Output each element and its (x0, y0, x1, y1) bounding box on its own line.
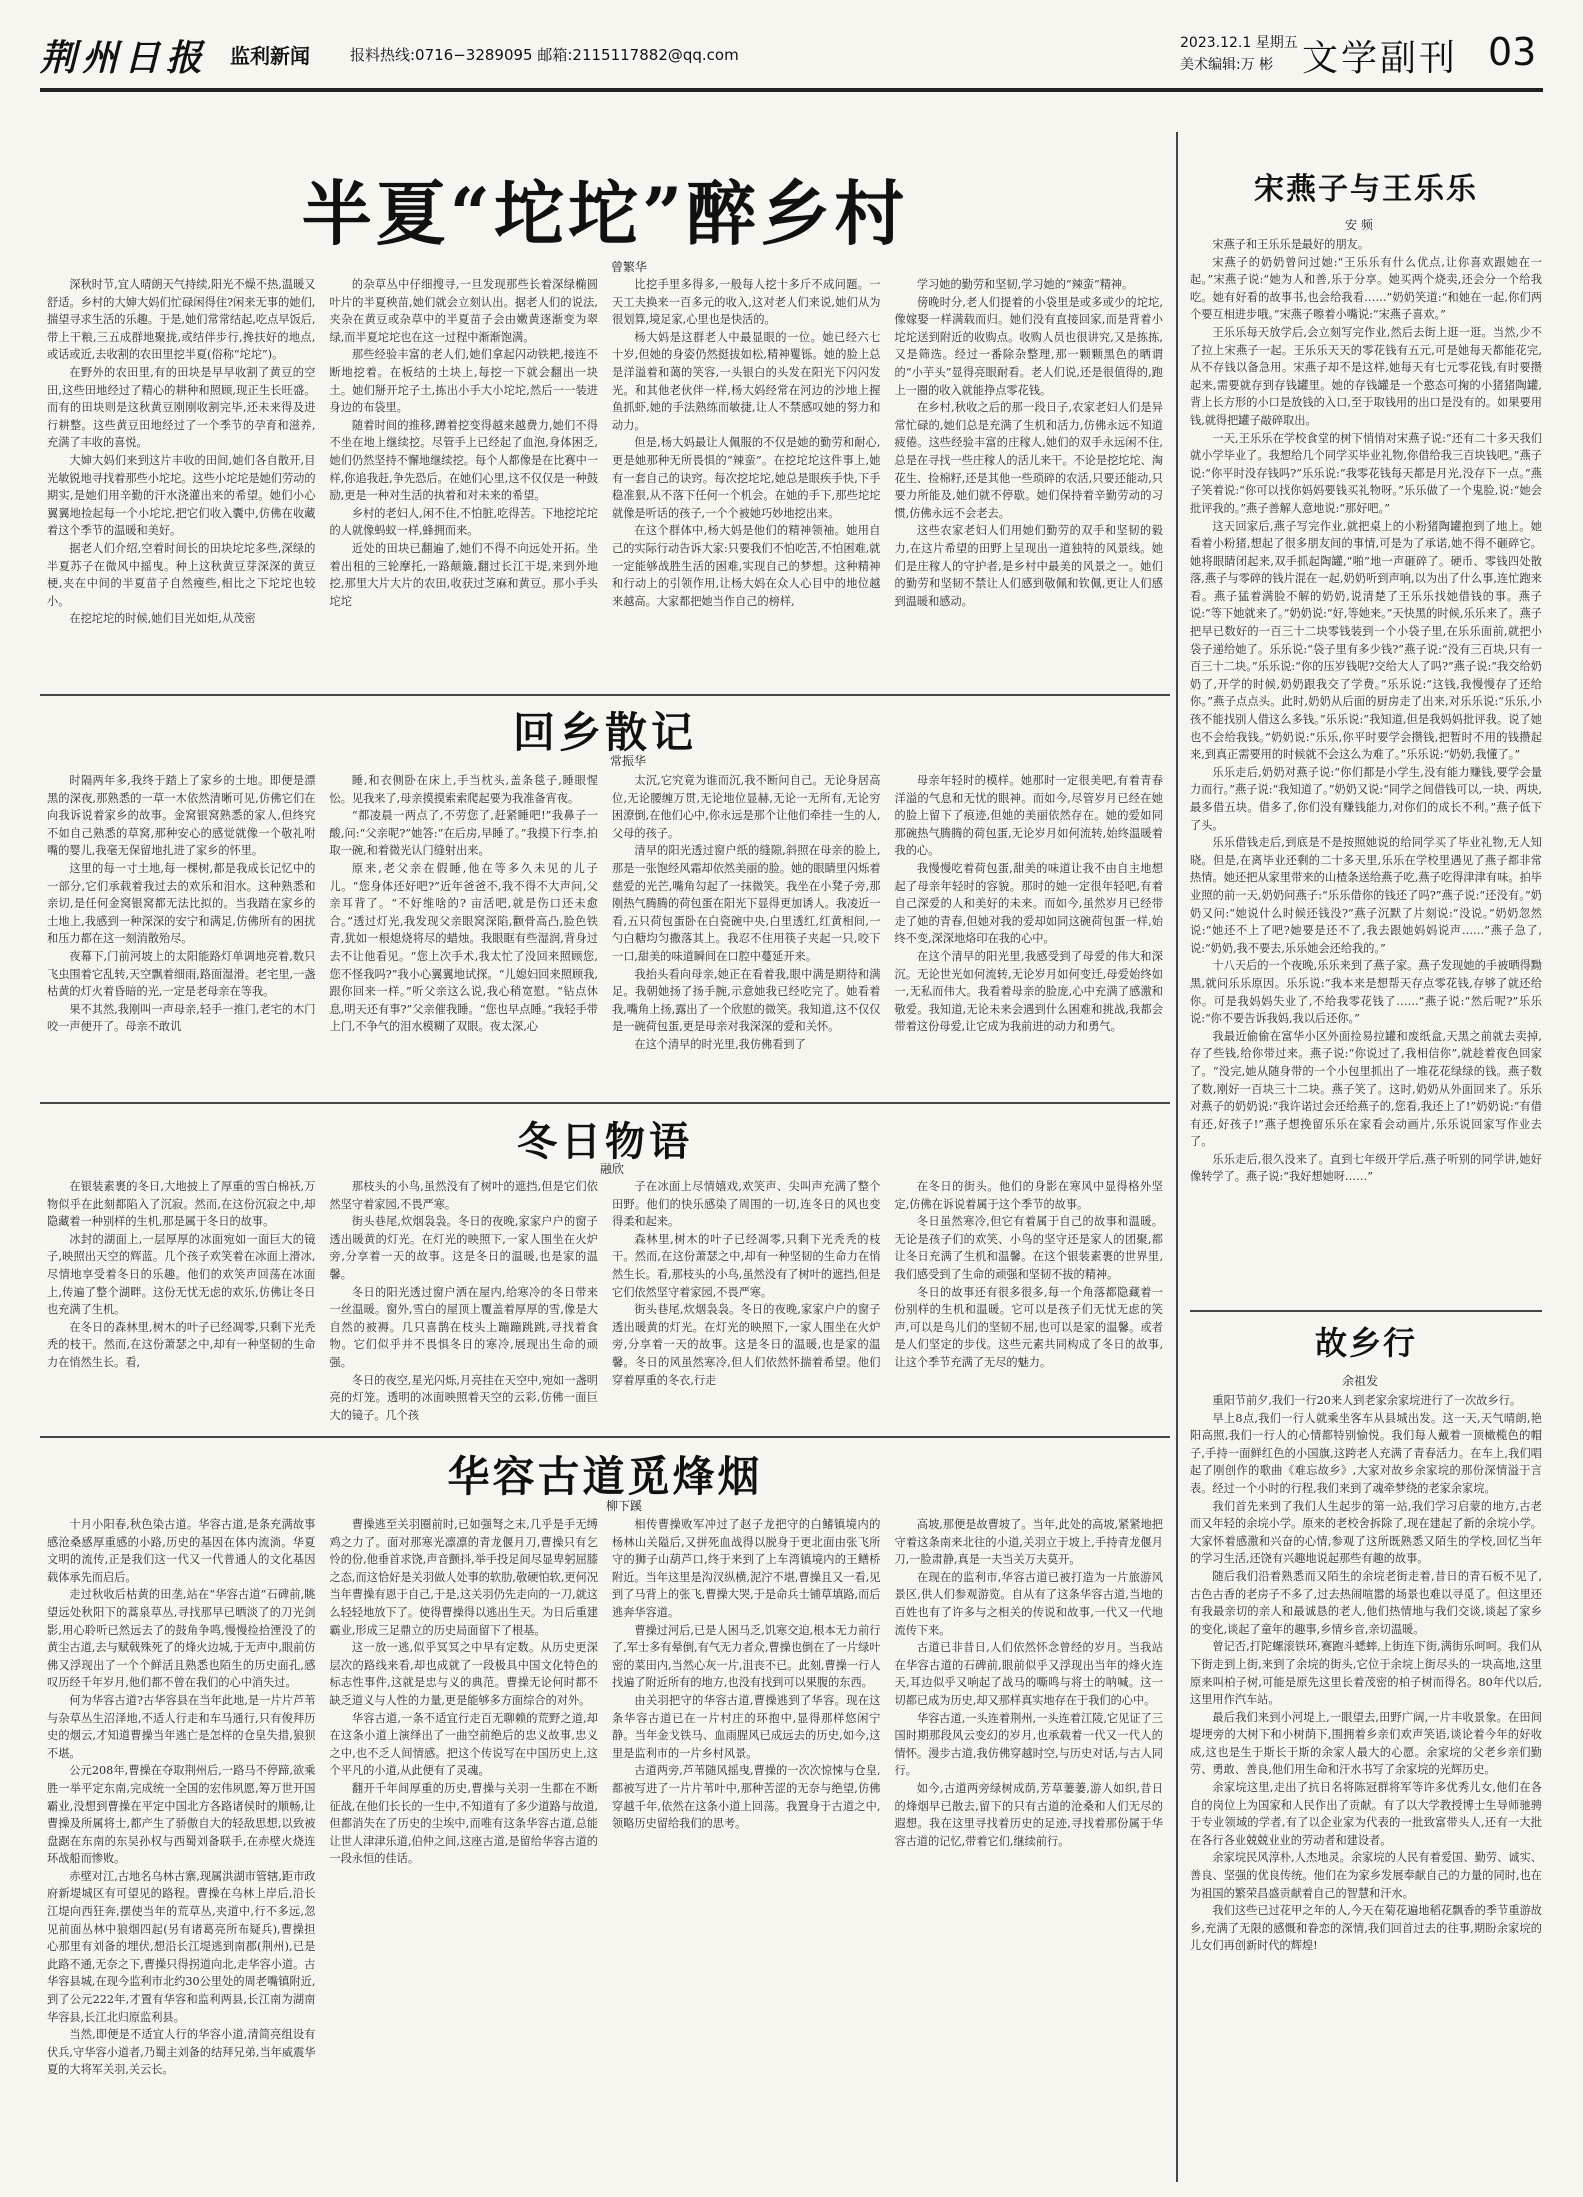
article3-paragraph: 冬日的阳光透过窗户洒在屋内,给寒冷的冬日带来一丝温暖。窗外,雪白的屋顶上覆盖着厚厚的雪,像是大自然的被褥。几只喜鹊在枝头上蹦蹦跳跳,寻找着食物。它们似乎并不畏惧冬日的寒冷,展现出生命的顽强。 (329, 1285, 598, 1369)
article4-paragraph: 走过秋收后枯黄的田垄,站在“华容古道”石碑前,眺望远处秋阳下的蒿泉草丛,寻找那早已晒淡了的刀光剑影,用心聆听已然远去了的鼓角争鸣,慢慢捡拾湮没了的黄尘古道,去与赋戟殊死了的烽火边城,于无声中,眼前仿佛又浮现出了一个个鲜活且熟悉也陌生的历史面孔,感叹历经千年岁月,他们都不曾在我们的心中消失过。 (47, 1588, 316, 1690)
hotline-info: 报料热线:0716−3289095 邮箱:2115117882@qq.com (350, 46, 739, 64)
article1-divider (40, 694, 1170, 696)
article3-column-3 (605, 1178, 888, 1428)
article3-body (40, 1178, 1170, 1428)
article4-paragraph: 华容古道,一条不适宜行走百无聊赖的荒野之道,却在这条小道上演绎出了一曲空前绝后的忠义故事,忠义之中,也不乏人间情感。把这个传说写在中国历史上,这个平凡的小道,从此便有了灵魂。 (329, 1711, 598, 1778)
article2-paragraph: 清早的阳光透过窗户纸的缝隙,斜照在母亲的脸上,那是一张饱经风霜却依然美丽的脸。她的眼睛里闪烁着慈爱的光芒,嘴角勾起了一抹微笑。我坐在小凳子旁,那刚热气腾腾的荷包蛋在阳光下显得更加诱人。我凌近一看,五只荷包蛋卧在白瓷碗中央,白里透红,红黄相间,一勺白糖均匀撒落其上。我忍不住用筷子夹起一只,咬下一口,甜美的味道瞬间在口腔中蔓延开来。 (612, 844, 881, 963)
side1-paragraph: 十八天后的一个夜晚,乐乐来到了燕子家。燕子发现她的手被晒得黝黑,就问乐乐原因。乐乐说:“我本来是想帮天存点零花钱,存够了就还给你。可是我妈妈失业了,不给我零花钱了……”燕子说:“然后呢?”乐乐说:“你不要告诉我妈,我以后还你。” (1190, 959, 1542, 1026)
side1-paragraph: 宋燕子和王乐乐是最好的朋友。 (1212, 238, 1370, 251)
article3-title: 冬日物语 (517, 1118, 693, 1165)
side2-paragraph: 我们这些已过花甲之年的人,今天在菊花遍地稻花飘香的季节重游故乡,充满了无限的感慨和眷恋的深情,我们回首过去的往事,期盼余家垸的儿女们再创新时代的辉煌! (1190, 1904, 1542, 1953)
masthead (40, 22, 1543, 92)
article2-paragraph: 太沉,它究竟为谁而沉,我不断问自己。无论身居高位,无论腰缠万贯,无论地位显赫,无论一无所有,无论穷困潦倒,在他们心中,你永远是那个让他们牵挂一生的人,父母的孩子。 (612, 774, 881, 840)
side1-author: 安 频 (1345, 218, 1373, 232)
article4-paragraph: 高坡,那便是故曹坡了。当年,此处的高坡,紧紧地把守着这条南来北往的小道,关羽立于坡上,手持青龙偃月刀,一脸肃静,真是一夫当关万夫莫开。 (894, 1518, 1163, 1567)
article1-paragraph: 大婶大妈们来到这片丰收的田间,她们各自散开,目光敏锐地寻找着那些小坨坨。这些小坨坨是她们劳动的期实,是她们用辛勤的汗水浇灌出来的希望。她们小心翼翼地捡起每一个小坨坨,把它们收入囊中,仿佛在收藏着这个季节的温暖和美好。 (47, 453, 316, 538)
article3-paragraph: 冬日虽然寒冷,但它有着属于自己的故事和温暖。无论是孩子们的欢笑、小鸟的坚守还是家人的团聚,都让冬日充满了生机和温馨。在这个银装素裹的世界里,我们感受到了生命的顽强和坚韧不拔的精神。 (894, 1215, 1163, 1281)
article2-title: 回乡散记 (512, 708, 697, 757)
article1-paragraph: 在乡村,秋收之后的那一段日子,农家老妇人们是异常忙碌的,她们总是充满了生机和活力,仿佛永远不知道疲倦。这些经验丰富的庄稼人,她们的双手永远闲不住,总是在寻找一些庄稼人的活儿来干。不论是挖坨坨、淘花生、捡棉籽,还是其他一些琐碎的农活,只要还能动,只要力所能及,她们就不停歇。她们保持着辛勤劳动的习惯,仿佛永远不会老去。 (894, 401, 1164, 520)
art-editor: 美术编辑:万 彬 (1180, 57, 1274, 73)
article1-paragraph: 那些经验丰富的老人们,她们拿起闪动铁耙,接连不断地挖着。在板结的土块上,每挖一下就会翻出一块土。她们掰开坨子土,拣出小手大小坨坨,然后一一装进身边的布袋里。 (329, 348, 598, 415)
article4-paragraph: 翻开千年间厚重的历史,曹操与关羽一生都在不断征战,在他们长长的一生中,不知道有了多少道路与故道,但都消失在了历史的尘埃中,而唯有这条华容古道,总能让世人津津乐道,伯仲之间,这座古道,是留给华容古道的一段永恒的佳话。 (329, 1781, 598, 1866)
article3-paragraph: 冬日的故事还有很多很多,每一个角落都隐藏着一份别样的生机和温暖。它可以是孩子们无忧无虑的笑声,可以是鸟儿们的坚韧不屈,也可以是家的温馨。或者是人们坚定的步伐。这些元素共同构成了冬日的故事,让这个季节充满了无尽的魅力。 (894, 1285, 1163, 1369)
article4-paragraph: 古道两旁,芦苇随风摇曳,曹操的一次次惊悚与仓皇,都被写进了一片片苇叶中,那种苦涩的无奈与绝望,仿佛穿越千年,依然在这条小道上回荡。我置身于古道之中,领略历史留给我们的思考。 (612, 1764, 881, 1831)
article4-paragraph: 赤壁对江,古地名乌林古寨,现属洪湖市管辖,距市政府新堤城区有可望见的路程。曹操在乌林上岸后,沿长江堤向西狂奔,摆使当年的荒草丛,夹道中,行不多远,忽见前面丛林中狼烟四起(另有诸葛亮所布疑兵),曹操担心那里有刘备的埋伏,想沿长江堤逃到南郡(荆州),已是此路不通,无奈之下,曹操只得拐道向北,走华容小道。古华容县城,在现今监利市北约30公里处的周老嘴镇附近,到了公元222年,才置有华容和监利两县,长江南为湖南华容县,长江北归原监利县。 (47, 1869, 316, 2024)
side1-paragraph: 乐乐借钱走后,到底是不是按照她说的给同学买了毕业礼物,无人知晓。但是,在离毕业还剩的二十多天里,乐乐在学校里遇见了燕子都非常热情。她还把从家里带来的山楂条送给燕子吃,燕子吃得津津有味。拍毕业照的前一天,奶奶问燕子:“乐乐借你的钱还了吗?”燕子说:“还没有。”奶奶又问:“她说什么时候还钱没?”燕子沉默了片刻说:“没说。”奶奶忽然说:“她还不上了吧?她要是还不了,我去跟她妈妈说声……”燕子急了,说:“奶奶,我不要去,乐乐她会还给我的。” (1190, 836, 1542, 955)
article4-paragraph: 十月小阳春,秋色染古道。华容古道,是条充满故事感沧桑感厚重感的小路,历史的基因在体内流淌。华夏文明的流传,正是我们这一代又一代普通人的文化基因载体承先而启后。 (47, 1518, 316, 1584)
main-side-divider (1176, 132, 1178, 2182)
article1-paragraph: 乡村的老妇人,闲不住,不怕脏,吃得苦。下地挖坨坨的人就像蚂蚁一样,蜂拥而来。 (329, 506, 598, 538)
article4-column-1 (40, 1516, 323, 2180)
article4-column-4 (888, 1516, 1171, 2180)
article3-column-2 (323, 1178, 606, 1428)
article4-paragraph: 这一放一逃,似乎冥冥之中早有定数。从历史更深层次的路线来看,却也成就了一段极具中国文化特色的标志性事件,这就是忠与义的典范。曹操无论何时都不缺乏道义与人性的力量,更是能够多方面综合的对外。 (329, 1641, 598, 1707)
article4-paragraph: 由关羽把守的华容古道,曹操逃到了华容。现在这条华容古道已在一片村庄的环抱中,显得那样悠闲宁静。当年金戈铁马、血雨腥风已成远去的历史,如今,这里是监利市的一片乡村风景。 (612, 1693, 881, 1760)
article3-paragraph: 街头巷尾,炊烟袅袅。冬日的夜晚,家家户户的窗子透出暖黄的灯光。在灯光的映照下,一家人围坐在火炉旁,分享着一天的故事。这是冬日的温暖,也是家的温馨。 (329, 1215, 598, 1281)
article4-paragraph: 曹操过河后,已是人困马乏,饥寒交迫,根本无力前行了,军士多有晕倒,有气无力者众,曹操也倒在了一片绿叶密的菜田内,当然心灰一片,沮丧不已。此刻,曹操一行人找遍了附近所有的地方,也没有找到可以果腹的东西。 (612, 1623, 881, 1690)
side1-title: 宋燕子与王乐乐 (1254, 172, 1478, 207)
article4-paragraph: 曹操逃至关羽圈前时,已如强弩之末,几乎是手无缚鸡之力了。面对那寒光凛凛的青龙偃月刀,曹操只有乞怜的份,他垂首求饶,声音颤抖,举手投足间尽显卑躬屈膝之态,而这恰好是关羽做人处事的软肋,敬硬怕软,更何况当年曹操有恩于自己,于是,这关羽仍先走向的一刀,就这么轻轻地放下了。使得曹操得以逃出生天。为日后重建霸业,形成三足鼎立的历史局面留下了根基。 (329, 1518, 599, 1637)
article1-paragraph: 傍晚时分,老人们提着的小袋里是或多或少的坨坨,像嫁娶一样满载而归。她们没有直接回家,而是背着小坨坨送到附近的收购点。收购人员也很讲究,又是拣拣,又是筛选。经过一番除杂整理,那一颗颗黑色的晒谓的“小芋头”显得亮眼耐看。老人们说,还是很值得的,跑上一圈的收入就能挣点零花钱。 (894, 295, 1163, 397)
article1-paragraph: 深秋时节,宜人晴朗天气持续,阳光不燥不热,温暖又舒适。乡村的大婶大妈们忙碌闲得住?闲来无事的她们,揣望寻求生活的乐趣。于是,她们常常结起,吃点早饭后,带上干粮,三五成群地聚拢,或结伴步行,搀扶好的地点,或话或近,去收割的农田里挖半夏(俗称“坨坨”)。 (47, 278, 316, 362)
article3-column-4 (888, 1178, 1171, 1428)
side1-paragraph: 乐乐走后,奶奶对燕子说:“你们都是小学生,没有能力赚钱,要学会量力而行。”燕子说:“我知道了。”奶奶又说:“同学之间借钱可以,一块、两块,最多借五块。借多了,你们没有赚钱能力,对你们的成长不利。”燕子低下了头。 (1190, 765, 1542, 832)
article2-paragraph: 我抬头看向母亲,她正在看着我,眼中满是期待和满足。我朝她扬了扬手腕,示意她我已经吃完了。她看着我,嘴角上扬,露出了一个欣慰的微笑。我知道,这不仅仅是一碗荷包蛋,更是母亲对我深深的爱和关怀。 (612, 967, 881, 1034)
article2-divider (40, 1102, 1170, 1104)
article2-paragraph: 果不其然,我刚叫一声母亲,轻手一推门,老宅的木门咬一声便开了。母亲不敢讥 (47, 1002, 316, 1034)
article3-paragraph: 森林里,树木的叶子已经凋零,只剩下光秃秃的枝干。然而,在这份萧瑟之中,却有一种坚韧的生命力在悄然生长。看,那枝头的小鸟,虽然没有了树叶的遮挡,但是它们依然坚守着家园,不畏严寒。 (612, 1232, 881, 1299)
section-name: 监利新闻 (230, 44, 310, 68)
article4-paragraph: 如今,古道两旁绿树成荫,芳草萋萋,游人如织,昔日的烽烟早已散去,留下的只有古道的沧桑和人们无尽的遐想。我在这里寻找着历史的足迹,寻找着那份属于华容古道的记忆,带着它们,继续前行。 (894, 1781, 1163, 1848)
side1-paragraph: 这天回家后,燕子写完作业,就把桌上的小粉猪陶罐抱到了地上。她看着小粉猪,想起了很多朋友间的事情,可是为了承诺,她不得不砸碎它。她将眼睛闭起来,双手抓起陶罐,“啪”地一声砸碎了。硬币、零钱四处散落,燕子与零碎的钱片混在一起,奶奶听到声响,以为出了什么事,连忙跑来看。燕子猛着满脸不解的奶奶,说清楚了王乐乐找她借钱的事。燕子说:“等下她就来了。”奶奶说:“好,等她来。”天快黑的时候,乐乐来了。燕子把早已数好的一百三十二块零钱装到一个小袋子里,在乐乐面前,就把小袋子递给她了。乐乐说:“袋子里有多少钱?”燕子说:“没有三百块,只有一百三十二块。”乐乐说:“你的压岁钱呢?交给大人了吗?”燕子说:“我交给奶奶了,开学的时候,奶奶跟我交了学费。”乐乐说:“这钱,我慢慢存了还给你。”燕子点点头。此时,奶奶从后面的厨房走了出来,对乐乐说:“乐乐,小孩不能找别人借这么多钱。”乐乐说:“我知道,但是我妈妈批评我。说了她也不会给我钱。”奶奶说:“乐乐,你平时要学会攒钱,把暂时不用的钱攒起来,到真正需要用的时候就不会这么为难了。”乐乐说:“奶奶,我懂了。” (1190, 519, 1542, 762)
article1-column-4 (888, 276, 1171, 686)
side2-paragraph: 随后我们沿着熟悉而又陌生的余垸老街走着,昔日的青石板不见了,古色古香的老房子不多了,过去热闹喧嚣的场景也难以寻觅了。但这里还有我最亲切的亲人和最诚恳的老人,他们热情地与我们交谈,谈起了家乡的变化,谈起了童年的趣事,乡情乡音,亲切温暖。 (1190, 1569, 1542, 1636)
article1-paragraph: 近处的田块已翻遍了,她们不得不向远处开拓。坐着出租的三轮摩托,一路颠簸,翻过长江干堤,来到外地挖,那里大片大片的农田,收获过芝麻和黄豆。那小手头坨坨 (329, 541, 598, 608)
article3-paragraph: 在冬日的街头。他们的身影在寒风中显得格外坚定,仿佛在诉说着属于这个季节的故事。 (894, 1180, 1163, 1211)
side2-body (1190, 1392, 1542, 2180)
article2-body (40, 772, 1170, 1094)
article1-paragraph: 比挖手里多得多,一般每人挖十多斤不成问题。一天工夫换来一百多元的收入,这对老人们来说,她们从为很划算,境足家,心里也是快活的。 (612, 278, 881, 327)
article2-column-3 (605, 772, 888, 1094)
article3-paragraph: 冬日的夜空,星光闪烁,月亮挂在天空中,宛如一盏明亮的灯笼。透明的冰面映照着天空的云彩,仿佛一面巨大的镜子。几个孩 (329, 1373, 598, 1422)
side1-paragraph: 宋燕子的奶奶曾问过她:“王乐乐有什么优点,让你喜欢跟她在一起。”宋燕子说:“她为人和善,乐于分享。她买两个烧卖,还会分一个给我吃。她有好看的故事书,也会给我看……”奶奶笑道:“和她在一起,你们两个要互相进步哦。”宋燕子嚓着小嘴说:“宋燕子喜欢。” (1190, 255, 1542, 322)
article2-paragraph: 在这个清早的阳光里,我感受到了母爱的伟大和深沉。无论世光如何流转,无论岁月如何变迁,母爱始终如一,无私而伟大。我看着母亲的脸庞,心中充满了感激和敬爱。我知道,无论未来会遇到什么困难和挑战,我都会带着这份母爱,让它成为我前进的动力和勇气。 (894, 949, 1163, 1034)
article4-paragraph: 华容古道,一头连着荆州,一头连着江陵,它见证了三国时期那段风云变幻的岁月,也承载着一代又一代人的情怀。漫步古道,我仿佛穿越时空,与历史对话,与古人同行。 (894, 1711, 1163, 1778)
article2-paragraph: 我慢慢吃着荷包蛋,甜美的味道让我不由自主地想起了母亲年轻时的容貌。那时的她一定很年轻吧,有着自己深爱的人和美好的未来。而如今,虽然岁月已经带走了她的青春,但她对我的爱却如同这碗荷包蛋一样,始终不变,深深地烙印在我的心中。 (894, 861, 1163, 946)
article3-paragraph: 那枝头的小鸟,虽然没有了树叶的遮挡,但是它们依然坚守着家园,不畏严寒。 (329, 1180, 598, 1211)
side1-body (1190, 236, 1542, 1300)
side2-paragraph: 余家垸这里,走出了抗日名将陈冠群将军等许多优秀儿女,他们在各自的岗位上为国家和人民作出了贡献。有了以大学教授博士生导师驰骋于专业领域的学者,有了以企业家为代表的一批致富带头人,还有一大批在各行各业兢兢业业的劳动者和建设者。 (1190, 1781, 1542, 1847)
article3-paragraph: 子在冰面上尽情嬉戏,欢笑声、尖叫声充满了整个田野。他们的快乐感染了周围的一切,连冬日的风也变得柔和起来。 (612, 1180, 881, 1229)
side1-paragraph: 一天,王乐乐在学校食堂的树下悄悄对宋燕子说:“还有二十多天我们就小学毕业了。我想给几个同学买毕业礼物,你借给我三百块钱吧。”燕子说:“你平时没存钱吗?”乐乐说:“我零花钱每天都是月光,没存下一点。”燕子笑着说:“你可以找你妈妈要钱买礼物呀。”乐乐做了一个鬼脸,说:“她会批评我的。”燕子善解人意地说:“那好吧。” (1190, 431, 1542, 515)
side1-paragraph: 我最近偷偷在富华小区外面捡易拉罐和废纸盒,天黑之前就去卖掉,存了些钱,给你带过来。燕子说:“你说过了,我相信你”,就趁着夜色回家了。“没完,她从随身带的一个小包里抓出了一堆花花绿绿的钱。燕子数了数,刚好一百块三十二块。燕子笑了。这时,奶奶从外面回来了。乐乐对燕子的奶奶说:“我许诺过会还给燕子的,您看,我还上了!”奶奶说:“有借有还,好孩子!”燕子想挽留乐乐在家看会动画片,乐乐说回家写作业去了。 (1190, 1029, 1542, 1149)
article3-column-1 (40, 1178, 323, 1428)
article1-paragraph: 但是,杨大妈最让人佩服的不仅是她的勤劳和耐心,更是她那种无所畏惧的“辣蛮”。在挖坨坨这件事上,她有一套自己的诀窍。每次挖坨坨,她总是眼疾手快,下手稳准狠,从不落下任何一个机会。在她的手下,那些坨坨就像是听话的孩子,一个个被她巧妙地挖出来。 (612, 436, 881, 520)
article2-paragraph: 时隔两年多,我终于踏上了家乡的土地。即便是漂黑的深夜,那熟悉的一草一木依然清晰可见,仿佛它们在向我诉说着家乡的故事。金窝银窝熟悉的家人,但终究不如自己熟悉的草窝,那种安心的感觉就像一个敬礼咐嘴的婴儿,我毫无保留地扎进了家乡的怀里。 (47, 774, 316, 858)
article3-paragraph: 街头巷尾,炊烟袅袅。冬日的夜晚,家家户户的窗子透出暖黄的灯光。在灯光的映照下,一家人围坐在火炉旁,分享着一天的故事。这是冬日的温暖,也是家的温馨。冬日的风虽然寒冷,但人们依然怀揣着希望。他们穿着厚重的冬衣,行走 (612, 1303, 881, 1387)
article1-column-3 (605, 276, 888, 686)
article1-author: 曾繁华 (611, 260, 648, 274)
article2-paragraph: 夜幕下,门前河坡上的太阳能路灯单调地亮着,数只飞虫围着它乱转,天空飘着细雨,路面湿滑。老宅里,一盏枯黄的灯火着昏暗的光,一定是老母亲在等我。 (47, 949, 316, 999)
article4-column-3 (605, 1516, 888, 2180)
article2-paragraph: 睡,和衣侧卧在床上,手当枕头,盖条毯子,睡眼惺忪。见我来了,母亲摸摸索索爬起要为我准备宵夜。 (329, 774, 598, 805)
side1-paragraph: 乐乐走后,很久没来了。直到七年级开学后,燕子听别的同学讲,她好像转学了。燕子说:“我好想她呀……” (1190, 1152, 1542, 1184)
article2-paragraph: 这里的每一寸土地,每一棵树,都是我成长记忆中的一部分,它们承载着我过去的欢乐和泪水。这种熟悉和亲切,是任何金窝银窝都无法比拟的。当我踏在家乡的土地上,我感到一种深深的安宁和满足,仿佛所有的困扰和压力都在这一刻消散殆尽。 (47, 861, 316, 946)
article2-author: 常振华 (610, 754, 647, 768)
side2-paragraph: 早上8点,我们一行人就乘坐客车从县城出发。这一天,天气晴朗,艳阳高照,我们一行人的心情都特别愉悦。我们每人戴着一顶橄榄色的帽子,手持一面鲜红色的小国旗,这跨老人充满了青春活力。在车上,我们唱起了刚创作的歌曲《难忘故乡》,大家对故乡余家垸的那份深情溢于言表。经过一个小时的行程,我们来到了魂牵梦绕的老家余家垸。 (1190, 1411, 1542, 1495)
side2-paragraph: 曾记否,打陀螺滚铁环,赛跑斗蟋蟀,上街连下街,满街乐呵呵。我们从下街走到上街,来到了余垸的街头,它位于余垸上街尽头的一块高地,这里原来叫柏子树,可能是原先这里长着茂密的柏子树而得名。80年代以后,这里用作汽车站。 (1190, 1640, 1542, 1707)
side2-paragraph: 最后我们来到小河堤上,一眼望去,田野广阔,一片丰收景象。在田间堤埂旁的大树下和小树荫下,围拥着乡亲们欢声笑语,谈论着今年的好收成,这也是生于斯长于斯的余家人最大的心愿。余家垸的父老乡亲们勤劳、勇敢、善良,他们用生命和汗水书写了余家垸的光辉历史。 (1190, 1710, 1542, 1777)
article2-paragraph: 母亲年轻时的模样。她那时一定很美吧,有着青春洋溢的气息和无忧的眼神。而如今,尽管岁月已经在她的脸上留下了痕迹,但她的美丽依然存在。她的爱如同那碗热气腾腾的荷包蛋,无论岁月如何流转,始终温暖着我的心。 (894, 774, 1163, 858)
article1-paragraph: 在这个群体中,杨大妈是他们的精神领袖。她用自己的实际行动告诉大家:只要我们不怕吃苦,不怕困难,就一定能够战胜生活的困难,实现自己的梦想。这种精神和行动上的引领作用,让杨大妈在众人心目中的地位越来越高。大家都把她当作自己的榜样, (612, 524, 881, 608)
side2-paragraph: 重阳节前夕,我们一行20来人到老家余家垸进行了一次故乡行。 (1212, 1394, 1522, 1407)
side2-paragraph: 我们首先来到了我们人生起步的第一站,我们学习启蒙的地方,古老而又年轻的余垸小学。原来的老校舍拆除了,现在建起了新的余垸小学。大家怀着感激和兴奋的心情,参观了这所既熟悉又陌生的学校,回忆当年的学习生活,还饶有兴趣地说起那些有趣的故事。 (1190, 1499, 1542, 1566)
side2-paragraph: 余家垸民风淳朴,人杰地灵。余家垸的人民有着爱国、勤劳、诚实、善良、坚强的优良传统。他们在为家乡发展奉献自己的力量的同时,也在为祖国的繁荣昌盛贡献着自己的智慧和汗水。 (1190, 1851, 1542, 1900)
article3-paragraph: 冰封的湖面上,一层厚厚的冰面宛如一面巨大的镜子,映照出天空的辉蓝。几个孩子欢笑着在冰面上滑冰,尽情地享受着冬日的乐趣。他们的欢笑声回荡在冰面上,传遍了整个湖畔。这份无忧无虑的欢乐,仿佛让冬日也充满了生机。 (47, 1232, 316, 1317)
article4-body (40, 1516, 1170, 2180)
article2-column-1 (40, 772, 323, 1094)
article1-paragraph: 在挖坨坨的时候,她们目光如炬,从茂密 (69, 612, 256, 626)
article1-paragraph: 随着时间的推移,蹲着挖变得越来越费力,她们不得不坐在地上继续挖。尽管手上已经起了血泡,身体困乏,她们仍然坚持不懈地继续挖。每个人都像是在比赛中一样,你追我赶,争先恐后。在她们心里,这不仅仅是一种鼓励,更是一种对生活的执着和对未来的希望。 (329, 418, 599, 503)
article4-author: 柳下蹊 (606, 1499, 643, 1513)
page-title: 文学副刊 (1302, 38, 1459, 79)
article1-column-1 (40, 276, 323, 686)
article2-paragraph: “都凌晨一两点了,不劳您了,赶紧睡吧!”我鼻子一酸,问:“父亲呢?”她答:“在后房,早睡了。”我摸下行李,拍取一碗,和着微光认门缝射出来。 (329, 809, 598, 858)
article4-paragraph: 在现在的监利市,华容古道已被打造为一片旅游风景区,供人们参观游览。自从有了这条华容古道,当地的百姓也有了许多与之相关的传说和故事,一代又一代地流传下来。 (894, 1570, 1163, 1637)
article1-column-2 (323, 276, 606, 686)
issue-date: 2023.12.1 星期五 (1180, 35, 1298, 51)
article4-paragraph: 公元208年,曹操在夺取荆州后,一路马不停蹄,欲乘胜一举平定东南,完成统一全国的宏伟夙愿,筹万世开国霸业,没想到曹操在平定中国北方各路诸侯时的顺畅,让曹操及所属将士,都产生了骄傲自大的轻敌思想,以致被盘踞在东南的东吴孙权与西蜀刘备联手,在赤壁火烧连环战船而惨败。 (47, 1764, 316, 1866)
article1-paragraph: 学习她的勤劳和坚韧,学习她的“辣蛮”精神。 (916, 278, 1134, 291)
article1-paragraph: 这些农家老妇人们用她们勤劳的双手和坚韧的毅力,在这片希望的田野上呈现出一道独特的风景线。她们是庄稼人的守护者,是乡村中最美的风景之一。她们的勤劳和坚韧不禁让人们感到敬佩和钦佩,更让人们感到温暖和感动。 (894, 524, 1163, 608)
side-divider (1190, 1310, 1542, 1312)
article3-paragraph: 在冬日的森林里,树木的叶子已经凋零,只剩下光秃秃的枝干。然而,在这份萧瑟之中,却有一种坚韧的生命力在悄然生长。看, (47, 1320, 316, 1369)
article2-paragraph: 在这个清早的时光里,我仿佛看到了 (634, 1037, 806, 1051)
article2-column-4 (888, 772, 1171, 1094)
article1-paragraph: 杨大妈是这群老人中最显眼的一位。她已经六七十岁,但她的身姿仍然挺拔如松,精神矍铄。她的脸上总是洋溢着和蔼的笑容,一头银白的头发在阳光下闪闪发光。和其他老伙伴一样,杨大妈经常在河边的沙地上握鱼抓虾,她的手法熟练而敏捷,让人不禁感叹她的努力和动力。 (612, 330, 881, 432)
side2-author: 余祖发 (1342, 1374, 1379, 1388)
article3-paragraph: 在银装素裹的冬日,大地披上了厚重的雪白棉袄,万物似乎在此刻都陷入了沉寂。然而,在这份沉寂之中,却隐藏着一种别样的生机,那是属于冬日的故事。 (47, 1180, 316, 1229)
article1-paragraph: 据老人们介绍,空着时间长的田块坨坨多些,深绿的半夏苏子在微风中摇曳。种上这秋黄豆芽深深的黄豆梗,夹在中间的半夏苗子自然瘦些,相比之下坨坨也较小。 (47, 541, 316, 608)
article4-paragraph: 古道已非昔日,人们依然怀念曾经的岁月。当我站在华容古道的石碑前,眼前似乎又浮现出当年的烽火连天,耳边似乎又响起了战马的嘶鸣与将士的呐喊。这一切都已成为历史,却又那样真实地存在于我们的心中。 (894, 1641, 1163, 1707)
article4-title: 华容古道觅烽烟 (447, 1452, 763, 1501)
article4-paragraph: 相传曹操败军冲过了赵子龙把守的白鳍镇境内的杨林山关隘后,又拼死血战得以脱身于更北面由张飞所守的狮子山葫芦口,终于来到了上车湾镇境内的王鳝桥附近。当年这里是沟汊纵横,泥泞不堪,曹操且又一看,见到了马背上的张飞,曹操大哭,于是命兵士铺草填路,而后逃奔华容道。 (612, 1518, 881, 1619)
article1-body (40, 276, 1170, 686)
newspaper-logo: 荆州日报 (40, 37, 209, 79)
article2-column-2 (323, 772, 606, 1094)
page-number: 03 (1488, 30, 1537, 74)
article3-author: 融欣 (600, 1162, 625, 1176)
article1-paragraph: 在野外的农田里,有的田块是早早收割了黄豆的空田,这些田地经过了精心的耕种和照顾,现正生长旺盛。而有的田块则是这秋黄豆刚刚收割完毕,还未来得及进行耕整。这些黄豆田地经过了一个季节的孕育和滋养,充满了丰收的喜悦。 (47, 365, 316, 450)
side2-title: 故乡行 (1314, 1324, 1417, 1362)
article3-divider (40, 1436, 1170, 1438)
article1-title: 半夏“坨坨”醉乡村 (301, 172, 909, 255)
article4-paragraph: 当然,即便是不适宜人行的华容小道,清简亮组设有伏兵,守华容小道者,乃蜀主刘备的结拜兄弟,当年威震华夏的大将军关羽,关云长。 (47, 2028, 316, 2077)
side1-paragraph: 王乐乐每天放学后,会立刻写完作业,然后去街上逛一逛。当然,少不了拉上宋燕子一起。王乐乐天天的零花钱有五元,可是她每天都能花完,从不存钱以备急用。宋燕子却不是这样,她每天有七元零花钱,有时要攒起来,需要就存到存钱罐里。她的存钱罐是一个憨态可掬的小猪猪陶罐,背上长方形的小口是放钱的入口,至于取钱用的出口是没有的。如果要用钱,就得把罐子敲碎取出。 (1190, 325, 1542, 427)
article4-paragraph: 何为华容古道?古华容县在当年此地,是一片片芦苇与杂草丛生沼泽地,不适人行走和车马通行,只有俊拜历史的烟云,才知道曹操当年逃亡是怎样的仓皇失措,狼狈不堪。 (47, 1693, 316, 1760)
article1-paragraph: 的杂草丛中仔细搜寻,一旦发现那些长着深绿椭圆叶片的半夏秧苗,她们就会立刻认出。据老人们的说法,夹杂在黄豆或杂草中的半夏苗子会由嫩黄逐渐变为翠绿,而半夏坨坨也在这一过程中渐渐饱满。 (329, 278, 598, 344)
article2-paragraph: 原来,老父亲在假睡,他在等多久未见的儿子儿。“您身体还好吧?”近年爸爸不,我不得不大声问,父亲耳背了。“不好维啥的? 亩活吧,就是伤口还未愈合。”透过灯光,我发现父亲眼窝深陷,颧骨高凸,脸色铁青,犹如一根熄烧将尽的蜡烛。我眼眶有些湿润,背身过去不让他看见。“您上次手术,我太忙了没回来照顾您,您不怪我吗?”我小心翼翼地试探。“儿媳妇回来照顾我,跟你回来一样。”听父亲这么说,我心稍宽慰。“钻点休息,明天还有事?”父亲催我睡。“您也早点睡。”我轻手带上门,不争气的泪水模糊了双眼。夜太深,心 (329, 861, 598, 1034)
article4-column-2 (323, 1516, 606, 2180)
